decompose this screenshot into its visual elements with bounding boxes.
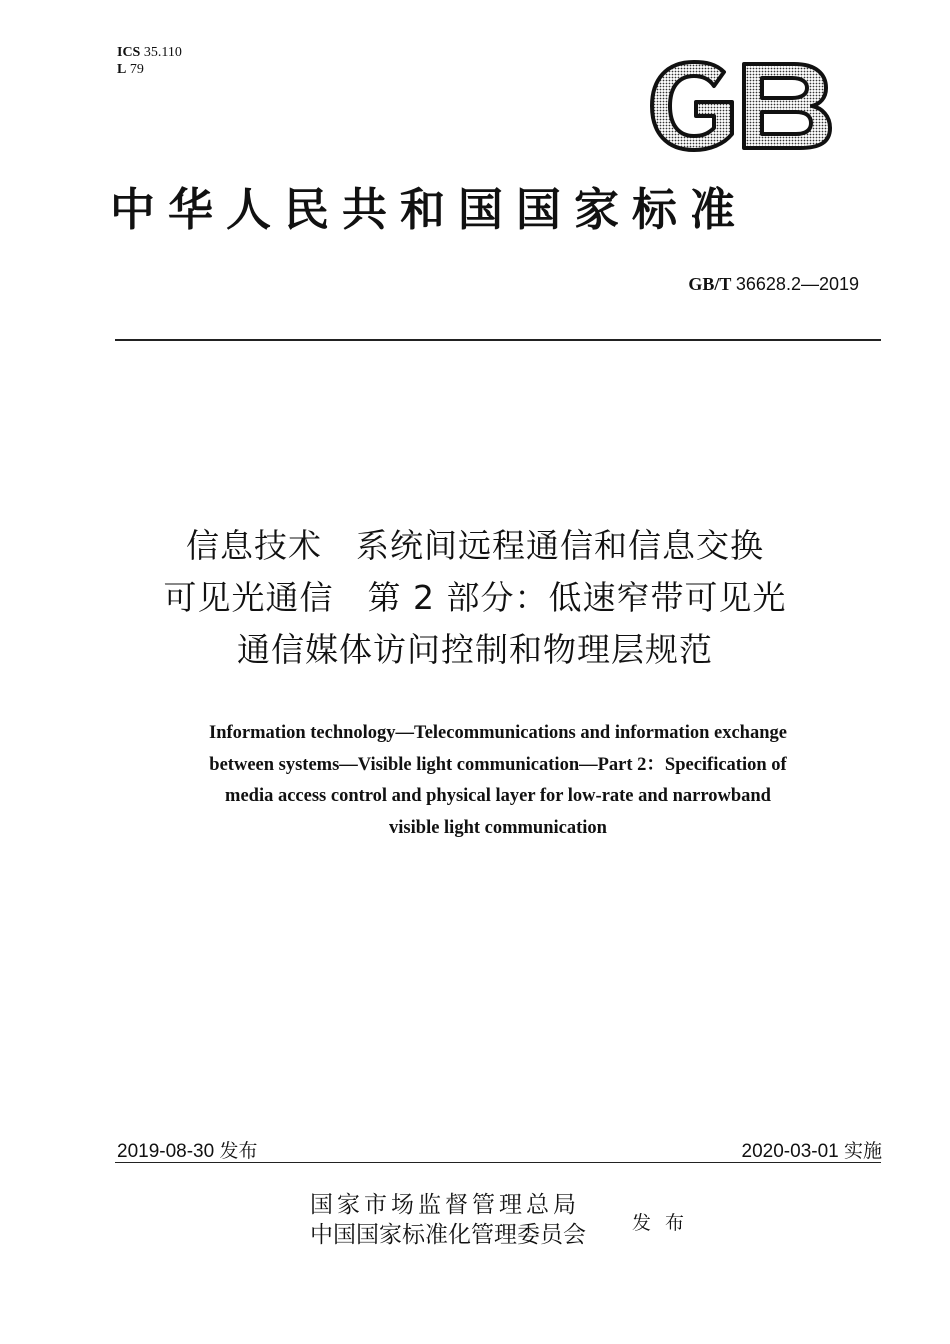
ccs-code-line	[117, 61, 182, 78]
standard-code: 36628.2—2019	[735, 274, 859, 294]
publish-label: 发布	[632, 1212, 699, 1234]
chinese-title	[60, 520, 890, 676]
gb-logo-g-letter	[652, 62, 732, 150]
english-title-line-3: media access control and physical layer for low-rate and narrowband	[225, 786, 771, 806]
ccs-label: L	[117, 62, 127, 77]
ics-label: ICS	[117, 45, 141, 60]
chinese-title-line-1: 信息技术 系统间远程通信和信息交换	[186, 526, 764, 565]
national-standard-title: 中华人民共和国国家标准	[110, 183, 749, 236]
english-title	[100, 718, 896, 844]
classification-codes	[117, 44, 182, 78]
standard-prefix: GB/T	[688, 274, 732, 294]
chinese-title-line-2: 可见光通信 第 2 部分：低速窄带可见光	[163, 578, 787, 617]
bottom-divider	[115, 1162, 881, 1163]
implementation-date: 2020-03-01 实施	[741, 1141, 882, 1162]
publisher-1: 国家市场监督管理总局	[310, 1192, 580, 1218]
issue-date: 2019-08-30 发布	[117, 1141, 258, 1162]
publishers	[310, 1190, 586, 1250]
chinese-title-line-3: 通信媒体访问控制和物理层规范	[237, 630, 713, 669]
english-title-line-1: Information technology—Telecommunications and information exchange	[209, 723, 787, 743]
ics-code: 35.110	[143, 45, 182, 60]
english-title-line-2: between systems—Visible light communication—Part 2：Specification of	[209, 754, 787, 775]
ccs-code: 79	[129, 62, 144, 77]
ics-code-line	[117, 44, 182, 61]
standard-number	[688, 274, 859, 295]
publisher-2: 中国国家标准化管理委员会	[310, 1222, 586, 1248]
gb-logo-b-letter	[744, 64, 830, 148]
english-title-line-4: visible light communication	[389, 817, 607, 838]
top-divider	[115, 339, 881, 341]
gb-logo	[644, 58, 836, 154]
